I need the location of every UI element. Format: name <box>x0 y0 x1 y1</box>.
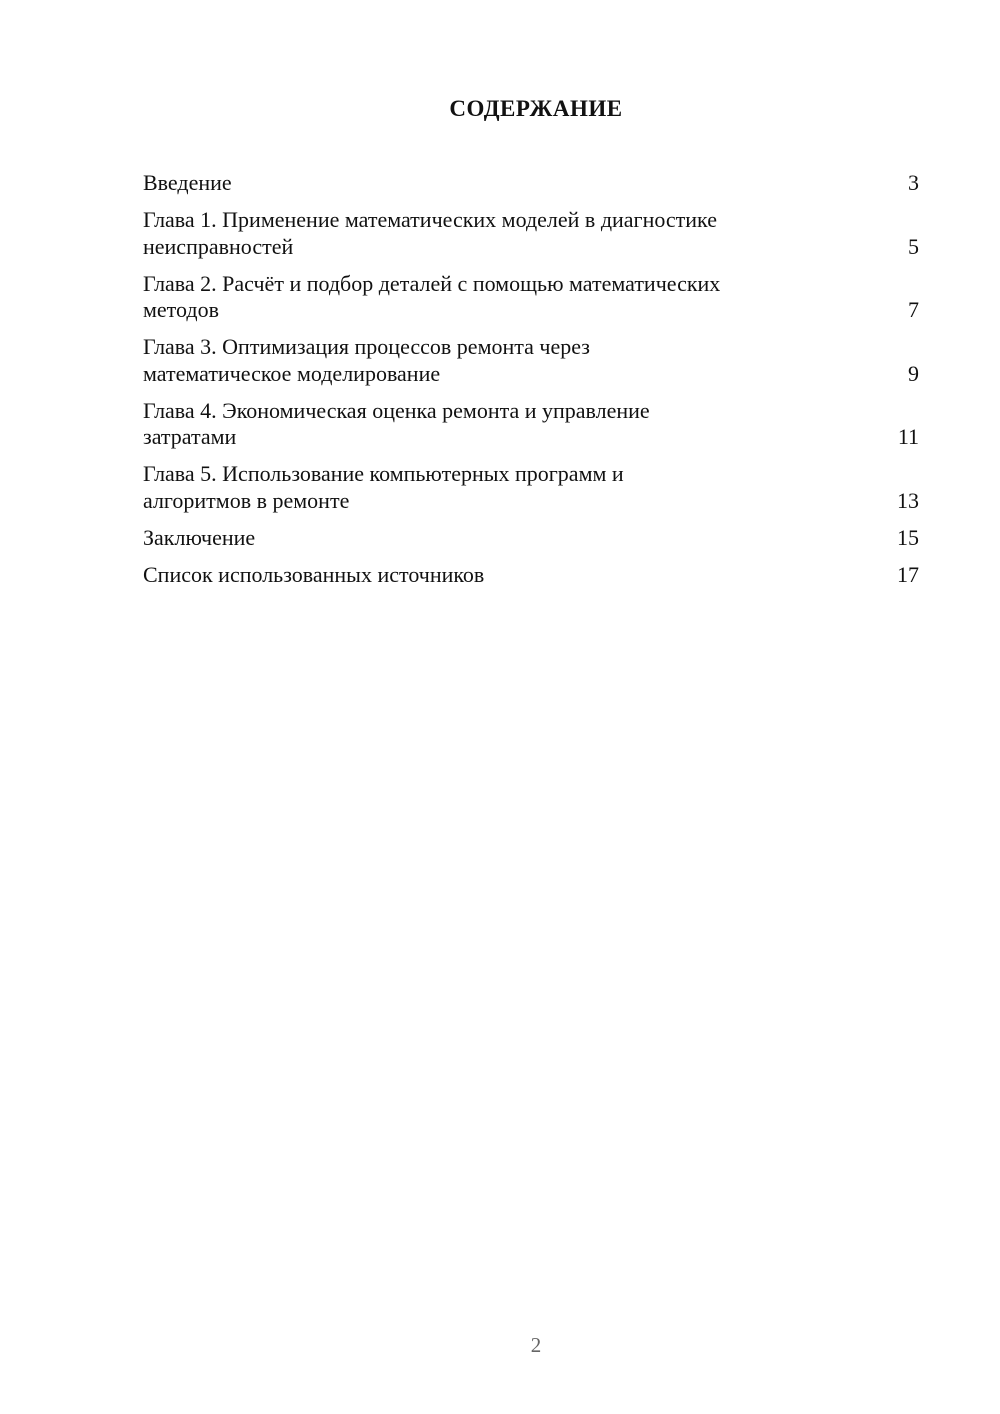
toc-entry-page: 17 <box>897 561 919 587</box>
toc-entry-line: Заключение <box>143 524 256 550</box>
toc-entry-label <box>143 334 590 387</box>
toc-entry-page: 9 <box>908 360 919 386</box>
toc-entry-label <box>143 562 484 589</box>
toc-entry-line: неисправностей <box>143 233 294 259</box>
toc-entry-line: Список использованных источников <box>143 561 485 587</box>
toc-entry-conclusion <box>143 525 919 552</box>
toc-title: СОДЕРЖАНИЕ <box>449 96 623 121</box>
toc-entry-label <box>143 271 720 324</box>
toc-entry-label <box>143 525 255 552</box>
toc-entry-references <box>143 562 919 589</box>
toc-entry-page: 13 <box>897 487 919 513</box>
toc-entry-line: Глава 3. Оптимизация процессов ремонта через <box>143 334 590 359</box>
toc-entry-page: 5 <box>908 233 919 259</box>
toc-entry-line: Глава 5. Использование компьютерных программ и <box>143 461 624 486</box>
toc-entry-chapter-4 <box>143 398 919 451</box>
toc-entry-chapter-2 <box>143 271 919 324</box>
toc-entry-line: математическое моделирование <box>143 360 441 386</box>
toc-entry-chapter-3 <box>143 334 919 387</box>
toc-entry-line: Глава 2. Расчёт и подбор деталей с помощью математических <box>143 270 721 296</box>
toc-entry-line: алгоритмов в ремонте <box>143 487 350 513</box>
toc-entry-label <box>143 207 717 260</box>
toc-entry-page: 3 <box>908 170 919 195</box>
toc-entry-page: 7 <box>908 297 919 322</box>
toc-entry-line: Введение <box>143 170 232 195</box>
toc-entry-label <box>143 398 650 451</box>
toc-entry-line: затратами <box>143 424 237 449</box>
toc-entry-introduction <box>143 170 919 197</box>
page-number: 2 <box>530 1333 542 1357</box>
toc-entry-label <box>143 170 232 197</box>
toc-entry-page: 11 <box>897 424 919 449</box>
toc-entry-chapter-5 <box>143 461 919 514</box>
toc-entry-page: 15 <box>897 524 919 550</box>
table-of-contents <box>143 170 919 599</box>
toc-entry-line: Глава 1. Применение математических моделей в диагностике <box>143 207 717 232</box>
toc-entry-chapter-1 <box>143 207 919 260</box>
toc-entry-line: методов <box>143 297 219 322</box>
toc-entry-label <box>143 461 624 514</box>
toc-entry-line: Глава 4. Экономическая оценка ремонта и управление <box>143 397 650 423</box>
